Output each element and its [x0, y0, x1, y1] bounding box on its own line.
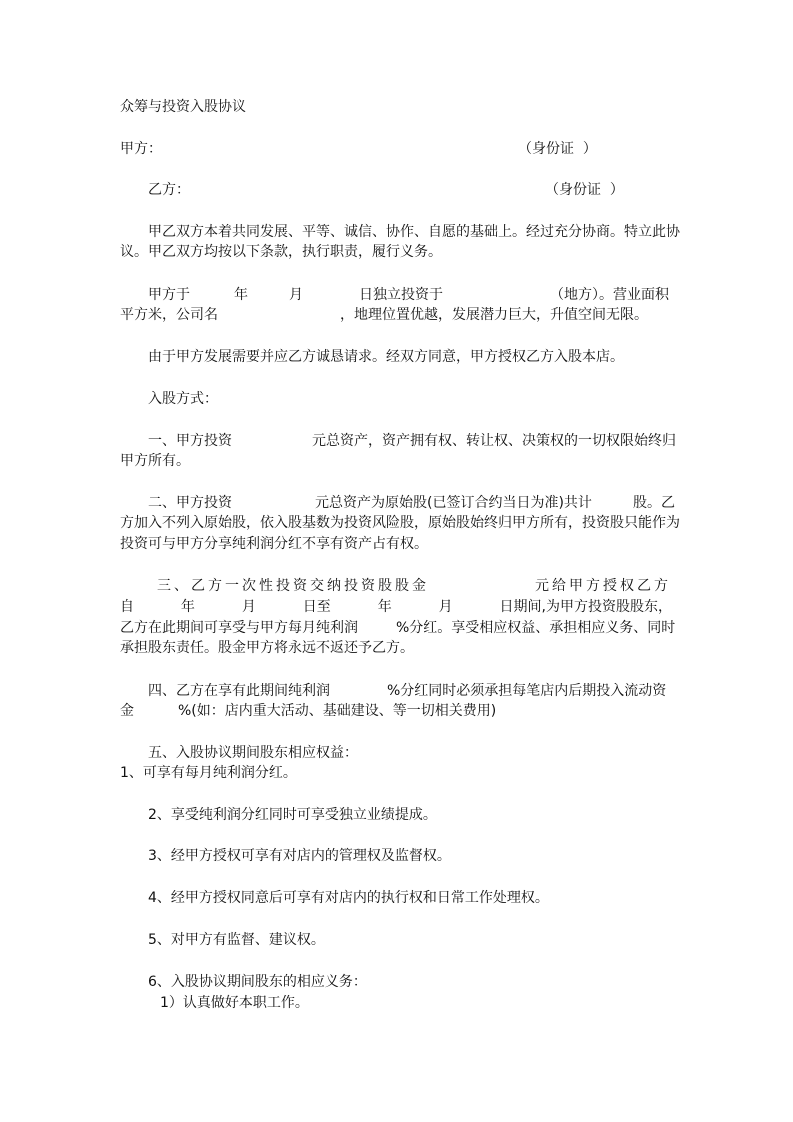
- item3-line1-b: 元给甲方授权乙方: [535, 578, 671, 594]
- intro-line-1: 甲乙双方本着共同发展、平等、诚信、协作、自愿的基础上。经过充分协商。特立此协: [148, 224, 680, 240]
- item2-line3: 投资可与甲方分享纯利润分红不享有资产占有权。: [120, 536, 428, 552]
- party-b-label: 乙方：: [148, 182, 190, 198]
- item3-line1-a: 三、乙方一次性投资交纳投资股股金: [157, 578, 429, 594]
- item4-line2-b: %(如：店内重大活动、基础建设、等一切相关费用): [178, 703, 497, 719]
- item2-line1-a: 二、甲方投资: [148, 495, 232, 511]
- party-b-id-note: （身份证 ）: [545, 182, 624, 198]
- item6-heading: 6、入股协议期间股东的相应义务：: [148, 974, 367, 990]
- item5-right-5: 5、对甲方有监督、建议权。: [148, 932, 325, 948]
- invest-line1-place: （地方）。营业面积: [550, 287, 669, 303]
- invest-line1-day: 日独立投资于: [359, 287, 443, 303]
- item4-line1-b: %分红同时必须承担每笔店内后期投入流动资: [387, 683, 667, 699]
- request-paragraph: 由于甲方发展需要并应乙方诚恳请求。经双方同意，甲方授权乙方入股本店。: [148, 349, 624, 365]
- item3-line2-year2: 年: [377, 599, 392, 615]
- document-title: 众筹与投资入股协议: [120, 99, 246, 115]
- item5-right-3: 3、经甲方授权可享有对店内的管理权及监督权。: [148, 848, 451, 864]
- item2-line1-c: 股。乙: [633, 495, 675, 511]
- item3-line2-month2: 月: [438, 599, 453, 615]
- item3-line2: [120, 597, 672, 617]
- item3-line3-b: %分红。享受相应权益、承担相应义务、同时: [396, 620, 676, 636]
- item5-right-4: 4、经甲方授权同意后可享有对店内的执行权和日常工作处理权。: [148, 890, 549, 906]
- item5-right-1: 1、可享有每月纯利润分红。: [120, 765, 297, 781]
- item3-line3-a: 乙方在此期间可享受与甲方每月纯利润: [120, 620, 358, 636]
- item3-line2-day1-to: 日至: [302, 599, 331, 615]
- item6-duty-1: 1）认真做好本职工作。: [160, 995, 309, 1011]
- item2-line2: 方加入不列入原始股，依入股基数为投资风险股，原始股始终归甲方所有，投资股只能作为: [120, 515, 680, 531]
- invest-line2-b: ，地理位置优越，发展潜力巨大，升值空间无限。: [340, 307, 648, 323]
- item3-line4: 承担股东责任。股金甲方将永远不返还予乙方。: [120, 640, 414, 656]
- party-a-id-note: （身份证 ）: [518, 141, 597, 157]
- item2-line1-b: 元总资产为原始股(已签订合约当日为准)共计: [315, 495, 592, 511]
- item1-line2: 甲方所有。: [120, 453, 190, 469]
- method-label: 入股方式：: [148, 391, 218, 407]
- item1-line1-a: 一、甲方投资: [148, 433, 232, 449]
- item5-right-2: 2、享受纯利润分红同时可享受独立业绩提成。: [148, 807, 437, 823]
- item3-line2-from: 自: [120, 599, 134, 615]
- invest-line1-year: 年: [234, 287, 248, 303]
- item3-line2-month1: 月: [241, 599, 256, 615]
- item3-line2-year1: 年: [180, 599, 195, 615]
- item4-line2-a: 金: [120, 703, 134, 719]
- item3-line2-period: 日期间,为甲方投资股股东，: [499, 599, 672, 615]
- item5-heading: 五、入股协议期间股东相应权益：: [148, 745, 358, 761]
- invest-line1-month: 月: [289, 287, 303, 303]
- party-a-label: 甲方：: [120, 141, 162, 157]
- item4-line1-a: 四、乙方在享有此期间纯利润: [148, 683, 330, 699]
- invest-line1-a: 甲方于: [148, 287, 190, 303]
- intro-line-2: 议。甲乙双方均按以下条款，执行职责，履行义务。: [120, 244, 442, 260]
- item1-line1-b: 元总资产，资产拥有权、转让权、决策权的一切权限始终归: [312, 433, 676, 449]
- invest-line2-a: 平方米，公司名: [120, 307, 218, 323]
